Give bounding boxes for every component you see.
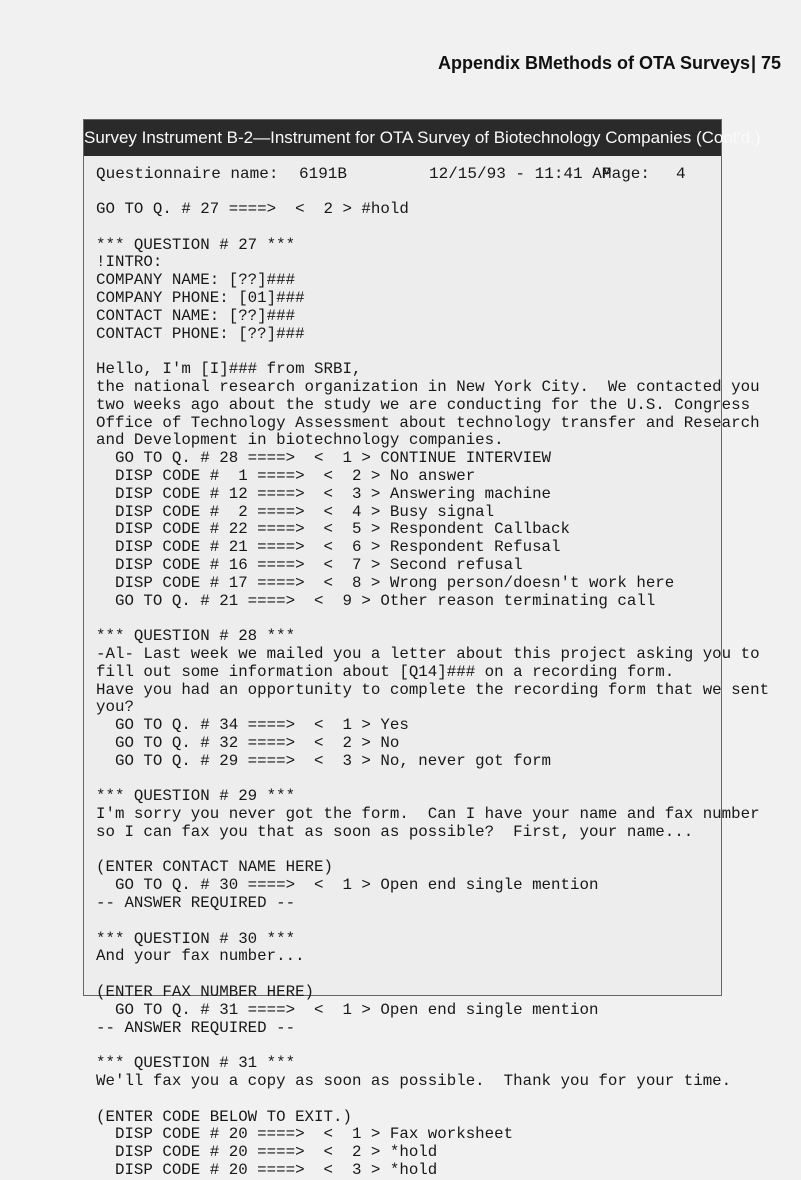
listing-line: *** QUESTION # 27 ***	[96, 235, 296, 254]
listing-line: And your fax number...	[96, 947, 305, 966]
page-value: 4	[676, 165, 686, 183]
listing-line: -- ANSWER REQUIRED --	[96, 894, 296, 913]
listing-line: !INTRO:	[96, 253, 163, 272]
listing-line: DISP CODE # 22 ====> < 5 > Respondent Callback	[96, 520, 570, 539]
listing-line: We'll fax you a copy as soon as possible. Thank you for your time.	[96, 1072, 732, 1091]
listing-line	[96, 1037, 716, 1055]
listing-line: GO TO Q. # 21 ====> < 9 > Other reason terminating call	[96, 591, 656, 610]
listing-line: COMPANY NAME: [??]###	[96, 271, 296, 290]
instrument-banner: Survey Instrument B-2—Instrument for OTA Survey of Biotechnology Companies (Cont'd.)	[84, 120, 721, 156]
listing-line: *** QUESTION # 30 ***	[96, 929, 296, 948]
listing-line	[96, 771, 716, 789]
listing-line: CONTACT NAME: [??]###	[96, 306, 296, 325]
questionnaire-name: 6191B	[299, 165, 348, 183]
listing-line	[96, 842, 716, 860]
listing-line: CONTACT PHONE: [??]###	[96, 324, 305, 343]
questionnaire-content	[84, 165, 770, 1180]
listing-line: *** QUESTION # 29 ***	[96, 787, 296, 806]
listing-line: GO TO Q. # 27 ====> < 2 > #hold	[96, 200, 409, 218]
listing-line: (ENTER CONTACT NAME HERE)	[96, 858, 333, 877]
listing-line: DISP CODE # 20 ====> < 2 > *hold	[96, 1143, 438, 1162]
instrument-frame	[83, 119, 770, 1180]
page-label: Page:	[602, 165, 651, 183]
listing-line: -- ANSWER REQUIRED --	[96, 1018, 296, 1037]
listing-line: DISP CODE # 12 ====> < 3 > Answering machine	[96, 484, 552, 503]
listing-line: GO TO Q. # 29 ====> < 3 > No, never got form	[96, 751, 552, 770]
page-header	[438, 50, 781, 80]
questionnaire-listing	[96, 200, 770, 1180]
appendix-label: Appendix B	[438, 53, 539, 73]
listing-line: GO TO Q. # 28 ====> < 1 > CONTINUE INTERVIEW	[96, 449, 552, 468]
listing-line	[96, 966, 716, 984]
listing-line: the national research organization in New York City. We contacted you	[96, 377, 760, 396]
listing-line: *** QUESTION # 28 ***	[96, 627, 296, 646]
listing-line	[96, 610, 716, 628]
listing-line	[96, 913, 716, 931]
listing-line: (ENTER FAX NUMBER HERE)	[96, 983, 315, 1002]
listing-line: DISP CODE # 1 ====> < 2 > No answer	[96, 466, 476, 485]
listing-line: Office of Technology Assessment about technology transfer and Research	[96, 413, 760, 432]
listing-line	[96, 219, 716, 237]
listing-line: you?	[96, 698, 134, 717]
listing-line: GO TO Q. # 34 ====> < 1 > Yes	[96, 716, 409, 735]
listing-line: DISP CODE # 16 ====> < 7 > Second refusal	[96, 555, 523, 574]
listing-line: fill out some information about [Q14]### on a recording form.	[96, 662, 675, 681]
listing-line: GO TO Q. # 30 ====> < 1 > Open end single mention	[96, 876, 599, 895]
listing-line: *** QUESTION # 31 ***	[96, 1054, 296, 1073]
listing-line: I'm sorry you never got the form. Can I have your name and fax number	[96, 805, 760, 824]
listing-line: Have you had an opportunity to complete the recording form that we sent	[96, 680, 770, 699]
listing-line: GO TO Q. # 31 ====> < 1 > Open end single mention	[96, 1000, 599, 1019]
listing-line	[96, 343, 716, 361]
listing-line: -Al- Last week we mailed you a letter about this project asking you to	[96, 644, 760, 663]
listing-line: Hello, I'm [I]### from SRBI,	[96, 360, 362, 379]
listing-line: DISP CODE # 2 ====> < 4 > Busy signal	[96, 502, 495, 521]
listing-line: and Development in biotechnology companies.	[96, 431, 504, 450]
listing-line: DISP CODE # 20 ====> < 3 > *hold	[96, 1161, 438, 1180]
listing-line	[96, 1091, 716, 1109]
appendix-title: Methods of OTA Surveys	[538, 53, 751, 73]
listing-line: (ENTER CODE BELOW TO EXIT.)	[96, 1107, 352, 1126]
questionnaire-timestamp: 12/15/93 - 11:41 AM	[429, 165, 612, 183]
questionnaire-name-label: Questionnaire name:	[96, 165, 279, 183]
listing-line: DISP CODE # 21 ====> < 6 > Respondent Refusal	[96, 538, 561, 557]
listing-line: so I can fax you that as soon as possible? First, your name...	[96, 822, 694, 841]
listing-line: DISP CODE # 17 ====> < 8 > Wrong person/doesn't work here	[96, 573, 675, 592]
listing-line: DISP CODE # 20 ====> < 1 > Fax worksheet	[96, 1125, 514, 1144]
listing-line: COMPANY PHONE: [01]###	[96, 288, 305, 307]
listing-line: GO TO Q. # 32 ====> < 2 > No	[96, 733, 400, 752]
page-number: | 75	[750, 53, 781, 73]
listing-line: two weeks ago about the study we are conducting for the U.S. Congress	[96, 395, 751, 414]
questionnaire-info-line	[84, 165, 721, 189]
